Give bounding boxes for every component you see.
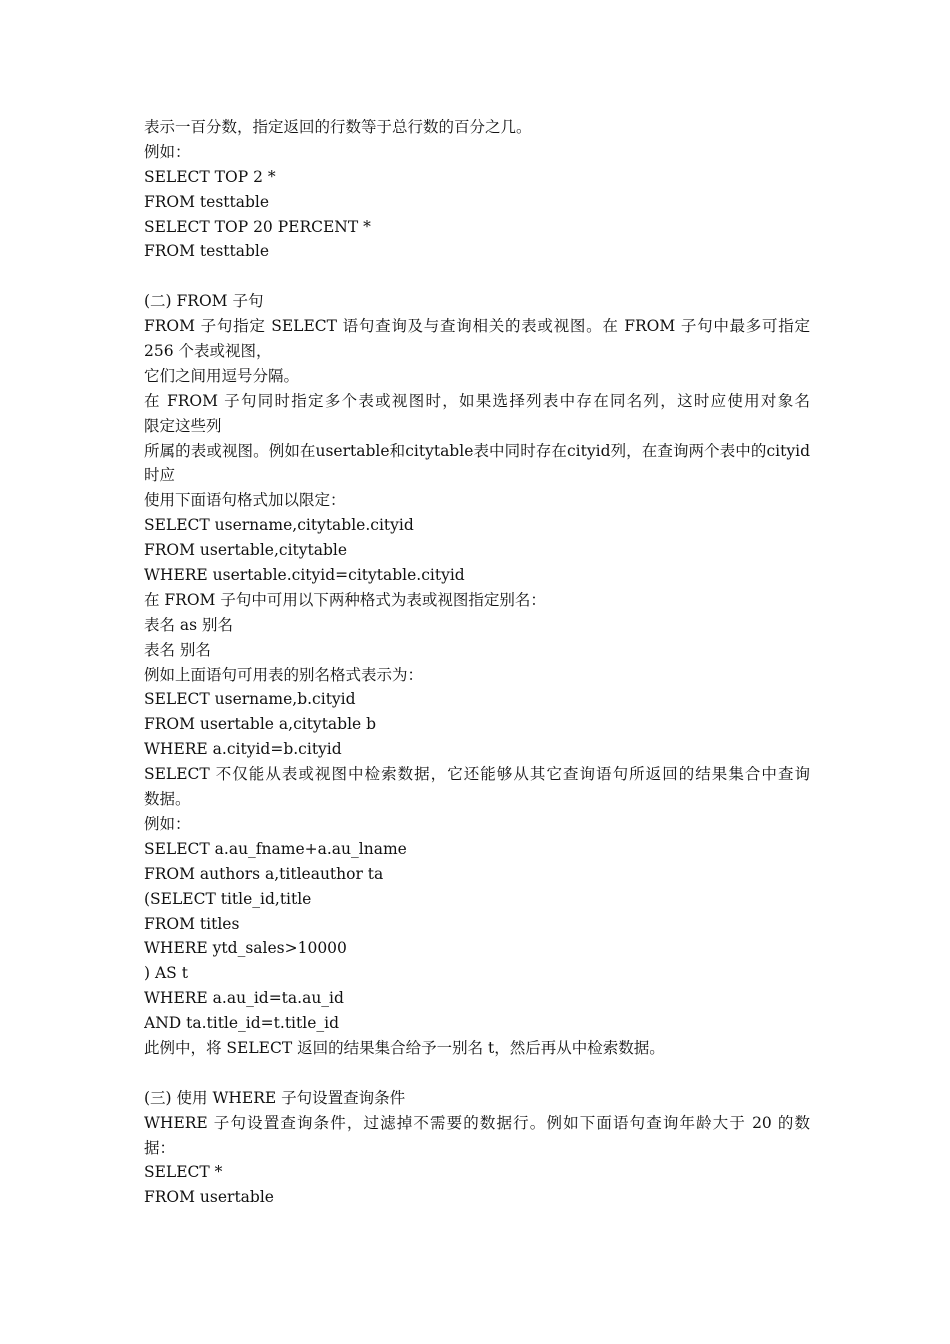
text-line: 使用下面语句格式加以限定： [144, 491, 346, 510]
code-line: SELECT username,b.cityid [144, 690, 356, 709]
code-line: SELECT TOP 2 * [144, 167, 276, 186]
section-heading: (三) 使用 WHERE 子句设置查询条件 [144, 1088, 406, 1107]
code-line: FROM usertable [144, 1188, 274, 1207]
blank-line [144, 1061, 810, 1086]
text-line: SELECT 不仅能从表或视图中检索数据，它还能够从其它查询语句所返回的结果集合中查询 [144, 765, 810, 784]
text-line: 例如： [144, 142, 191, 161]
text-line: 在 FROM 子句中可用以下两种格式为表或视图指定别名： [144, 590, 546, 609]
code-line: WHERE a.au_id=ta.au_id [144, 989, 344, 1008]
text-line: 表名 别名 [144, 640, 211, 659]
code-line: FROM testtable [144, 192, 270, 211]
text-line: 例如上面语句可用表的别名格式表示为： [144, 665, 424, 684]
code-line: FROM testtable [144, 242, 270, 261]
section-heading: (二) FROM 子句 [144, 292, 264, 311]
code-line: AND ta.title_id=t.title_id [144, 1014, 339, 1033]
code-line: WHERE usertable.cityid=citytable.cityid [144, 566, 465, 585]
code-line: WHERE ytd_sales>10000 [144, 939, 347, 958]
text-line: 所属的表或视图。例如在usertable和citytable表中同时存在cityid列，在查询两个表中的cityid [144, 441, 810, 460]
code-line: FROM usertable,citytable [144, 541, 348, 560]
text-line: WHERE 子句设置查询条件，过滤掉不需要的数据行。例如下面语句查询年龄大于 20 的数 [144, 1113, 810, 1132]
code-line: FROM authors a,titleauthor ta [144, 864, 384, 883]
blank-line [144, 264, 810, 289]
text-line: 限定这些列 [144, 416, 222, 435]
code-line: FROM titles [144, 914, 240, 933]
text-line: 此例中，将 SELECT 返回的结果集合给予一别名 t，然后再从中检索数据。 [144, 1038, 665, 1057]
text-line: 表名 as 别名 [144, 615, 234, 634]
text-line: FROM 子句指定 SELECT 语句查询及与查询相关的表或视图。在 FROM 子句中最多可指定 [144, 317, 810, 336]
text-line: 它们之间用逗号分隔。 [144, 366, 300, 385]
code-line: SELECT TOP 20 PERCENT * [144, 217, 371, 236]
code-line: (SELECT title_id,title [144, 889, 312, 908]
document-body [144, 115, 810, 1210]
text-line: 在 FROM 子句同时指定多个表或视图时，如果选择列表中存在同名列，这时应使用对象名 [144, 391, 810, 410]
text-line: 数据。 [144, 790, 191, 809]
text-line: 据： [144, 1138, 176, 1157]
code-line: ) AS t [144, 964, 188, 983]
code-line: SELECT * [144, 1163, 223, 1182]
code-line: SELECT a.au_fname+a.au_lname [144, 839, 407, 858]
code-line: SELECT username,citytable.cityid [144, 516, 414, 535]
code-line: FROM usertable a,citytable b [144, 715, 377, 734]
code-line: WHERE a.cityid=b.cityid [144, 740, 342, 759]
text-line: 表示一百分数，指定返回的行数等于总行数的百分之几。 [144, 118, 532, 136]
text-line: 例如： [144, 814, 191, 833]
text-line: 256 个表或视图， [144, 342, 272, 361]
text-line: 时应 [144, 466, 176, 485]
